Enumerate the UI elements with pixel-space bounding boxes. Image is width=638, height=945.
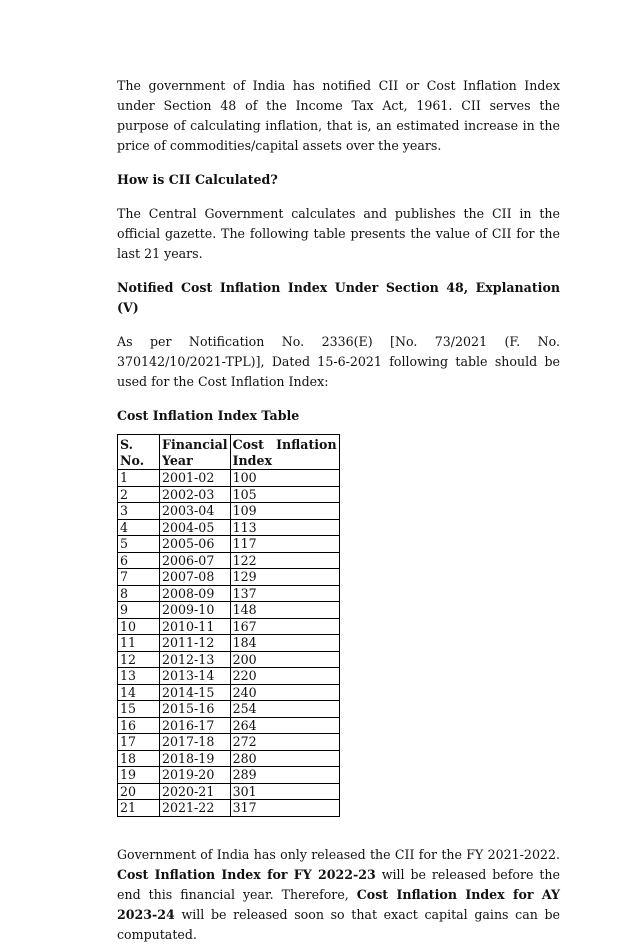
cell-sno: 2 <box>118 486 160 503</box>
cell-cii-value: 117 <box>230 536 339 553</box>
intro-paragraph: The government of India has notified CII or Cost Inflation Index under Section 48 of the Income Tax Act, 1961. CII serves the purpose of calculating inflation, that is, an estimated increase in the price of commodities/capital assets over the years. <box>117 78 560 153</box>
table-row <box>118 503 340 520</box>
header-inflation-word: Inflation <box>276 437 337 452</box>
cell-financial-year: 2021-22 <box>160 800 231 817</box>
closing-paragraph <box>117 845 560 945</box>
cell-financial-year: 2012-13 <box>160 651 231 668</box>
cell-sno: 7 <box>118 569 160 586</box>
cell-sno: 5 <box>118 536 160 553</box>
table-header-row <box>118 435 340 470</box>
cell-cii-value: 122 <box>230 552 339 569</box>
table-row <box>118 783 340 800</box>
cell-cii-value: 200 <box>230 651 339 668</box>
cell-sno: 20 <box>118 783 160 800</box>
cell-cii-value: 272 <box>230 734 339 751</box>
table-row <box>118 701 340 718</box>
cell-cii-value: 105 <box>230 486 339 503</box>
cell-sno: 17 <box>118 734 160 751</box>
header-cost-word: Cost <box>232 437 264 452</box>
cell-cii-value: 220 <box>230 668 339 685</box>
cell-sno: 13 <box>118 668 160 685</box>
cell-sno: 4 <box>118 519 160 536</box>
cell-financial-year: 2013-14 <box>160 668 231 685</box>
cell-cii-value: 148 <box>230 602 339 619</box>
cell-cii-value: 184 <box>230 635 339 652</box>
cell-cii-value: 280 <box>230 750 339 767</box>
cell-cii-value: 317 <box>230 800 339 817</box>
heading-notified-cii: Notified Cost Inflation Index Under Section 48, Explanation (V) <box>117 280 560 315</box>
cell-cii-value: 137 <box>230 585 339 602</box>
cell-financial-year: 2019-20 <box>160 767 231 784</box>
table-row <box>118 800 340 817</box>
heading-cii-calculated: How is CII Calculated? <box>117 172 278 187</box>
header-financial-year: Financial Year <box>160 435 231 470</box>
table-row <box>118 750 340 767</box>
cell-sno: 12 <box>118 651 160 668</box>
cell-sno: 6 <box>118 552 160 569</box>
closing-text-2: will be released before the end this financial year. Therefore, <box>117 866 560 902</box>
table-row <box>118 585 340 602</box>
table-row <box>118 470 340 487</box>
cell-sno: 14 <box>118 684 160 701</box>
cell-financial-year: 2017-18 <box>160 734 231 751</box>
table-row <box>118 486 340 503</box>
cell-cii-value: 254 <box>230 701 339 718</box>
header-sno: S. No. <box>118 435 160 470</box>
cell-financial-year: 2007-08 <box>160 569 231 586</box>
cell-cii-value: 289 <box>230 767 339 784</box>
table-row <box>118 536 340 553</box>
cell-financial-year: 2004-05 <box>160 519 231 536</box>
table-row <box>118 651 340 668</box>
cell-financial-year: 2015-16 <box>160 701 231 718</box>
cell-financial-year: 2014-15 <box>160 684 231 701</box>
cell-cii-value: 240 <box>230 684 339 701</box>
cell-sno: 1 <box>118 470 160 487</box>
table-row <box>118 767 340 784</box>
cell-sno: 21 <box>118 800 160 817</box>
cell-sno: 10 <box>118 618 160 635</box>
cell-cii-value: 264 <box>230 717 339 734</box>
cell-sno: 11 <box>118 635 160 652</box>
cell-sno: 8 <box>118 585 160 602</box>
table-row <box>118 717 340 734</box>
cell-financial-year: 2006-07 <box>160 552 231 569</box>
cell-financial-year: 2018-19 <box>160 750 231 767</box>
cell-cii-value: 109 <box>230 503 339 520</box>
cell-sno: 9 <box>118 602 160 619</box>
table-body <box>118 470 340 817</box>
cell-cii-value: 100 <box>230 470 339 487</box>
table-row <box>118 519 340 536</box>
cell-financial-year: 2010-11 <box>160 618 231 635</box>
cell-sno: 16 <box>118 717 160 734</box>
header-index-word: Index <box>232 452 272 468</box>
cell-cii-value: 301 <box>230 783 339 800</box>
calc-paragraph: The Central Government calculates and publishes the CII in the official gazette. The following table presents the value of CII for the last 21 years. <box>117 206 560 261</box>
cell-financial-year: 2011-12 <box>160 635 231 652</box>
cell-financial-year: 2016-17 <box>160 717 231 734</box>
closing-text-3: will be released soon so that exact capital gains can be computated. <box>117 906 560 942</box>
cell-financial-year: 2003-04 <box>160 503 231 520</box>
closing-bold-fy: Cost Inflation Index for FY 2022-23 <box>117 866 376 882</box>
cell-cii-value: 129 <box>230 569 339 586</box>
cell-financial-year: 2009-10 <box>160 602 231 619</box>
table-row <box>118 569 340 586</box>
cell-financial-year: 2020-21 <box>160 783 231 800</box>
cell-financial-year: 2008-09 <box>160 585 231 602</box>
cell-sno: 18 <box>118 750 160 767</box>
table-title: Cost Inflation Index Table <box>117 408 300 423</box>
cell-sno: 3 <box>118 503 160 520</box>
table-row <box>118 635 340 652</box>
header-cost-inflation-index <box>230 435 339 470</box>
cell-sno: 15 <box>118 701 160 718</box>
cell-financial-year: 2005-06 <box>160 536 231 553</box>
table-row <box>118 552 340 569</box>
table-row <box>118 668 340 685</box>
cell-financial-year: 2001-02 <box>160 470 231 487</box>
notification-paragraph: As per Notification No. 2336(E) [No. 73/2021 (F. No. 370142/10/2021-TPL)], Dated 15-6-2021 following table should be used for the Cost Inflation Index: <box>117 334 560 389</box>
table-row <box>118 734 340 751</box>
table-row <box>118 684 340 701</box>
closing-text-1: Government of India has only released the CII for the FY 2021-2022. <box>117 846 560 862</box>
cell-financial-year: 2002-03 <box>160 486 231 503</box>
cell-sno: 19 <box>118 767 160 784</box>
cell-cii-value: 167 <box>230 618 339 635</box>
table-row <box>118 618 340 635</box>
closing-bold-ay: Cost Inflation Index for AY 2023-24 <box>117 886 560 922</box>
cell-cii-value: 113 <box>230 519 339 536</box>
cii-table <box>117 434 340 817</box>
table-row <box>118 602 340 619</box>
